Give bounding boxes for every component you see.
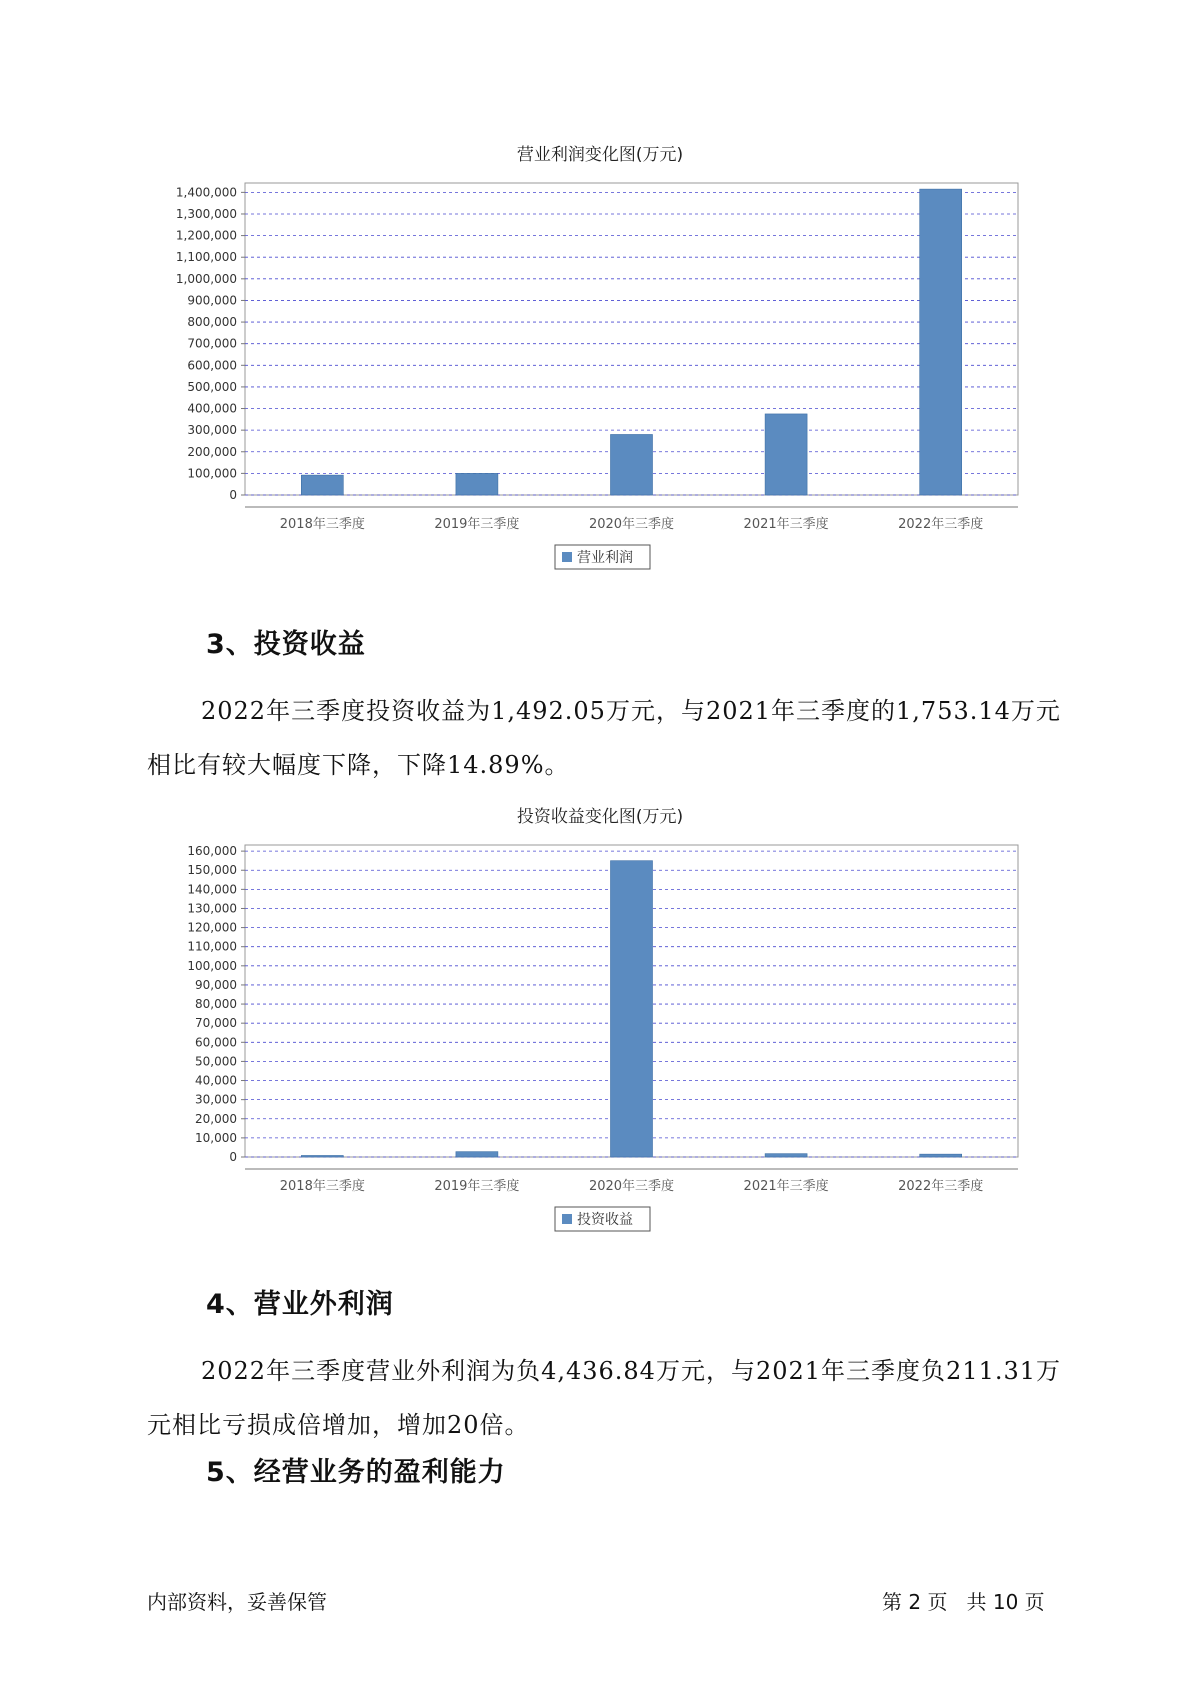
y-tick-label: 40,000 (195, 1073, 237, 1088)
bar (456, 473, 498, 495)
investment-income-chart-svg (150, 827, 1050, 1247)
y-tick-label: 800,000 (187, 315, 237, 330)
y-tick-label: 1,000,000 (175, 271, 237, 286)
x-tick-label: 2020年三季度 (588, 1179, 675, 1194)
x-tick-label: 2019年三季度 (434, 517, 520, 532)
x-tick-label: 2022年三季度 (898, 517, 984, 532)
bar (920, 189, 962, 495)
section-4-heading: 4、营业外利润 (206, 1289, 394, 1320)
operating-profit-chart-svg (150, 165, 1050, 585)
bar (301, 1155, 343, 1157)
y-tick-label: 100,000 (187, 466, 237, 481)
footer-confidential-note: 内部资料，妥善保管 (147, 1590, 327, 1614)
legend-swatch (562, 1214, 572, 1224)
y-tick-label: 200,000 (187, 444, 237, 459)
bar (301, 475, 343, 495)
y-tick-label: 130,000 (187, 901, 237, 916)
y-tick-label: 900,000 (187, 293, 237, 308)
y-tick-label: 20,000 (195, 1111, 237, 1126)
section-3-heading: 3、投资收益 (206, 629, 366, 660)
bar (920, 1154, 962, 1157)
x-tick-label: 2018年三季度 (279, 1179, 365, 1194)
y-tick-label: 1,200,000 (175, 228, 237, 243)
y-tick-label: 60,000 (195, 1035, 237, 1050)
x-tick-label: 2021年三季度 (743, 1179, 829, 1194)
bar (765, 414, 807, 495)
section-3-paragraph: 2022年三季度投资收益为1,492.05万元，与2021年三季度的1,753.14万元相比有较大幅度下降，下降14.89%。 (147, 697, 1061, 779)
y-tick-label: 1,300,000 (175, 206, 237, 221)
footer-page-number: 第 2 页 共 10 页 (882, 1590, 1045, 1614)
y-tick-label: 500,000 (187, 379, 237, 394)
bar (611, 861, 653, 1157)
y-tick-label: 70,000 (195, 1016, 237, 1031)
bar (611, 434, 653, 495)
chart-title: 投资收益变化图(万元) (516, 807, 684, 827)
investment-income-chart (150, 802, 1050, 1247)
x-tick-label: 2019年三季度 (434, 1179, 520, 1194)
y-tick-label: 600,000 (187, 358, 237, 373)
y-tick-label: 1,100,000 (175, 250, 237, 265)
y-tick-label: 0 (229, 488, 237, 502)
y-tick-label: 300,000 (187, 423, 237, 438)
x-tick-label: 2021年三季度 (743, 517, 829, 532)
y-tick-label: 160,000 (187, 844, 237, 859)
x-tick-label: 2022年三季度 (898, 1179, 984, 1194)
y-tick-label: 400,000 (187, 401, 237, 416)
bar (456, 1152, 498, 1157)
y-tick-label: 100,000 (187, 958, 237, 973)
operating-profit-chart (150, 140, 1050, 585)
y-tick-label: 1,400,000 (175, 185, 237, 200)
y-tick-label: 80,000 (195, 997, 237, 1012)
y-tick-label: 150,000 (187, 863, 237, 878)
y-tick-label: 110,000 (187, 939, 237, 954)
y-tick-label: 700,000 (187, 336, 237, 351)
y-tick-label: 30,000 (195, 1092, 237, 1107)
section-4-paragraph: 2022年三季度营业外利润为负4,436.84万元，与2021年三季度负211.31万元相比亏损成倍增加，增加20倍。 (147, 1357, 1062, 1439)
y-tick-label: 120,000 (187, 920, 237, 935)
y-tick-label: 50,000 (195, 1054, 237, 1069)
legend-label: 投资收益 (577, 1212, 633, 1228)
bar (765, 1154, 807, 1157)
chart-title: 营业利润变化图(万元) (516, 145, 684, 165)
y-tick-label: 0 (229, 1150, 237, 1164)
y-tick-label: 140,000 (187, 882, 237, 897)
legend-swatch (562, 552, 572, 562)
x-tick-label: 2020年三季度 (588, 517, 675, 532)
y-tick-label: 10,000 (195, 1130, 237, 1145)
y-tick-label: 90,000 (195, 977, 237, 992)
x-tick-label: 2018年三季度 (279, 517, 365, 532)
legend-label: 营业利润 (577, 550, 633, 566)
section-5-heading: 5、经营业务的盈利能力 (206, 1457, 506, 1488)
